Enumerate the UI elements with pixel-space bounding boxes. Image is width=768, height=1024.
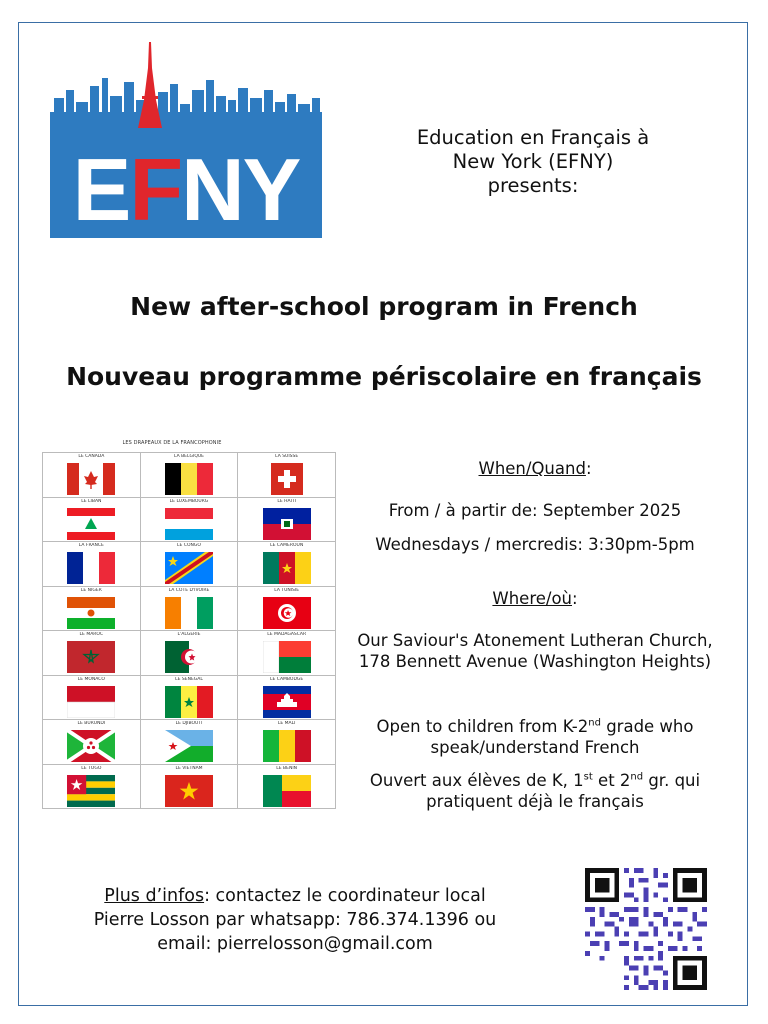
contact-block (70, 884, 520, 956)
country-name: LE NIGER (80, 587, 102, 593)
title-english: New after-school program in French (130, 292, 638, 321)
eligibility-fr-line-1 (345, 770, 725, 791)
country-name: LE DJIBOUTI (175, 721, 203, 726)
country-name: LE CANADA (78, 454, 105, 459)
when-colon: : (585, 459, 592, 478)
country-name: LE MADAGASCAR (267, 632, 307, 637)
flag-togo-icon (67, 775, 115, 807)
flag-vietnam-icon (165, 775, 213, 807)
flag-belgium-icon (165, 463, 213, 495)
flag-algeria-icon (165, 641, 213, 673)
eligibility-english (345, 716, 725, 758)
title-french: Nouveau programme périscolaire en français (66, 362, 702, 391)
country-name: LE MAROC (79, 632, 104, 637)
flag-cell (238, 453, 336, 498)
country-name: LE HAÏTI (277, 498, 296, 504)
flag-cell (43, 765, 141, 810)
flag-cell (43, 676, 141, 721)
eligibility-en-sup: nd (588, 717, 601, 729)
country-name: LE LIBAN (81, 498, 102, 504)
flag-cell (43, 587, 141, 632)
flags-grid (42, 452, 336, 809)
eligibility-en-line-2: speak/understand French (430, 738, 640, 757)
contact-line-1 (70, 884, 520, 908)
flag-cell (238, 587, 336, 632)
flag-luxembourg-icon (165, 508, 213, 540)
country-name: LE SÉNÉGAL (175, 676, 203, 682)
flag-benin-icon (263, 775, 311, 807)
flag-cell (238, 676, 336, 721)
where-address (345, 630, 725, 672)
flag-monaco-icon (67, 686, 115, 718)
eligibility-fr-text-a: Ouvert aux élèves de K, 1 (369, 771, 584, 790)
flag-cell (141, 676, 239, 721)
eligibility-fr-sup-1: st (583, 771, 593, 783)
eligibility-fr-text-b: et 2 (592, 771, 631, 790)
country-name: LE MONACO (77, 676, 105, 682)
when-heading-row (345, 458, 725, 479)
where-line-1: Our Saviour's Atonement Lutheran Church, (357, 631, 713, 650)
presenter-line-2: New York (EFNY) (452, 150, 614, 173)
flag-cote-divoire-icon (165, 597, 213, 629)
flag-cell (141, 587, 239, 632)
country-name: LE CAMEROUN (270, 543, 304, 548)
flag-lebanon-icon (67, 508, 115, 540)
where-heading-row (345, 588, 725, 609)
flag-cell (141, 453, 239, 498)
country-name: LE CAMBODGE (270, 676, 304, 682)
country-name: LA BELGIQUE (173, 454, 205, 459)
where-line-2: 178 Bennett Avenue (Washington Heights) (358, 652, 712, 671)
where-heading: Where/où (492, 589, 573, 608)
flag-tunisia-icon (263, 597, 311, 629)
when-heading: When/Quand (478, 459, 586, 478)
when-schedule: Wednesdays / mercredis: 3:30pm-5pm (375, 535, 695, 554)
flag-cameroon-icon (263, 552, 311, 584)
flag-cell (141, 631, 239, 676)
country-name: LE CONGO (177, 543, 201, 548)
flag-cell (43, 453, 141, 498)
francophonie-flags-chart (42, 440, 335, 808)
country-name: LA SUISSE (275, 454, 299, 459)
flag-cell (43, 498, 141, 543)
efny-logo (50, 40, 322, 238)
eligibility-fr-line-2: pratiquent déjà le français (426, 792, 644, 811)
flag-cambodia-icon (263, 686, 311, 718)
flag-djibouti-icon (165, 730, 213, 762)
flag-cell (238, 498, 336, 543)
flag-cell (238, 542, 336, 587)
flag-cell (238, 631, 336, 676)
eligibility-french (345, 770, 725, 812)
country-name: LE MALI (277, 721, 296, 726)
flag-cell (238, 765, 336, 810)
country-name: LA TUNISIE (274, 587, 300, 593)
country-name: LE TOGO (81, 765, 102, 771)
svg-text:EFNY: EFNY (72, 140, 300, 238)
flag-cell (43, 631, 141, 676)
eligibility-en-text-a: Open to children from K-2 (376, 717, 589, 736)
eligibility-en-text-b: grade who (600, 717, 694, 736)
eligibility-fr-text-c: gr. qui (643, 771, 701, 790)
flag-cell (43, 720, 141, 765)
flag-cell (238, 720, 336, 765)
presenter-line-1: Education en Français à (416, 126, 650, 149)
when-from: From / à partir de: September 2025 (388, 501, 682, 520)
presenter-line-3: presents: (487, 174, 579, 197)
contact-label-rest: : contactez le coordinateur local (204, 886, 486, 906)
country-name: LE LUXEMBOURG (169, 498, 209, 504)
flag-madagascar-icon (263, 641, 311, 673)
flags-caption: LES DRAPEAUX DE LA FRANCOPHONIE (122, 440, 222, 446)
flag-mali-icon (263, 730, 311, 762)
country-name: LE VIETNAM (175, 765, 203, 771)
flag-cell (141, 720, 239, 765)
country-name: LA FRANCE (78, 543, 104, 548)
qr-code-icon[interactable] (585, 868, 707, 990)
flag-cell (141, 765, 239, 810)
country-name: L'ALGÉRIE (177, 632, 201, 637)
eligibility-fr-sup-2: nd (630, 771, 644, 783)
flag-morocco-icon (67, 641, 115, 673)
flag-niger-icon (67, 597, 115, 629)
flag-cell (141, 498, 239, 543)
flag-france-icon (67, 552, 115, 584)
eligibility-en-line-1 (345, 716, 725, 737)
flag-burundi-icon (67, 730, 115, 762)
flag-haiti-icon (263, 508, 311, 540)
flag-congo-icon (165, 552, 213, 584)
flag-canada-icon (67, 463, 115, 495)
country-name: LA CÔTE D'IVOIRE (168, 587, 210, 593)
where-colon: : (572, 589, 578, 608)
flag-cell (141, 542, 239, 587)
country-name: LE BURUNDI (77, 721, 106, 726)
contact-line-2: Pierre Losson par whatsapp: 786.374.1396 ou (93, 910, 497, 930)
country-name: LE BÉNIN (276, 765, 298, 771)
flag-senegal-icon (165, 686, 213, 718)
flag-switzerland-icon (263, 463, 311, 495)
contact-line-3[interactable]: email: pierrelosson@gmail.com (157, 934, 433, 954)
presenter-block (380, 126, 686, 198)
contact-label: Plus d’infos (104, 886, 205, 906)
flag-cell (43, 542, 141, 587)
